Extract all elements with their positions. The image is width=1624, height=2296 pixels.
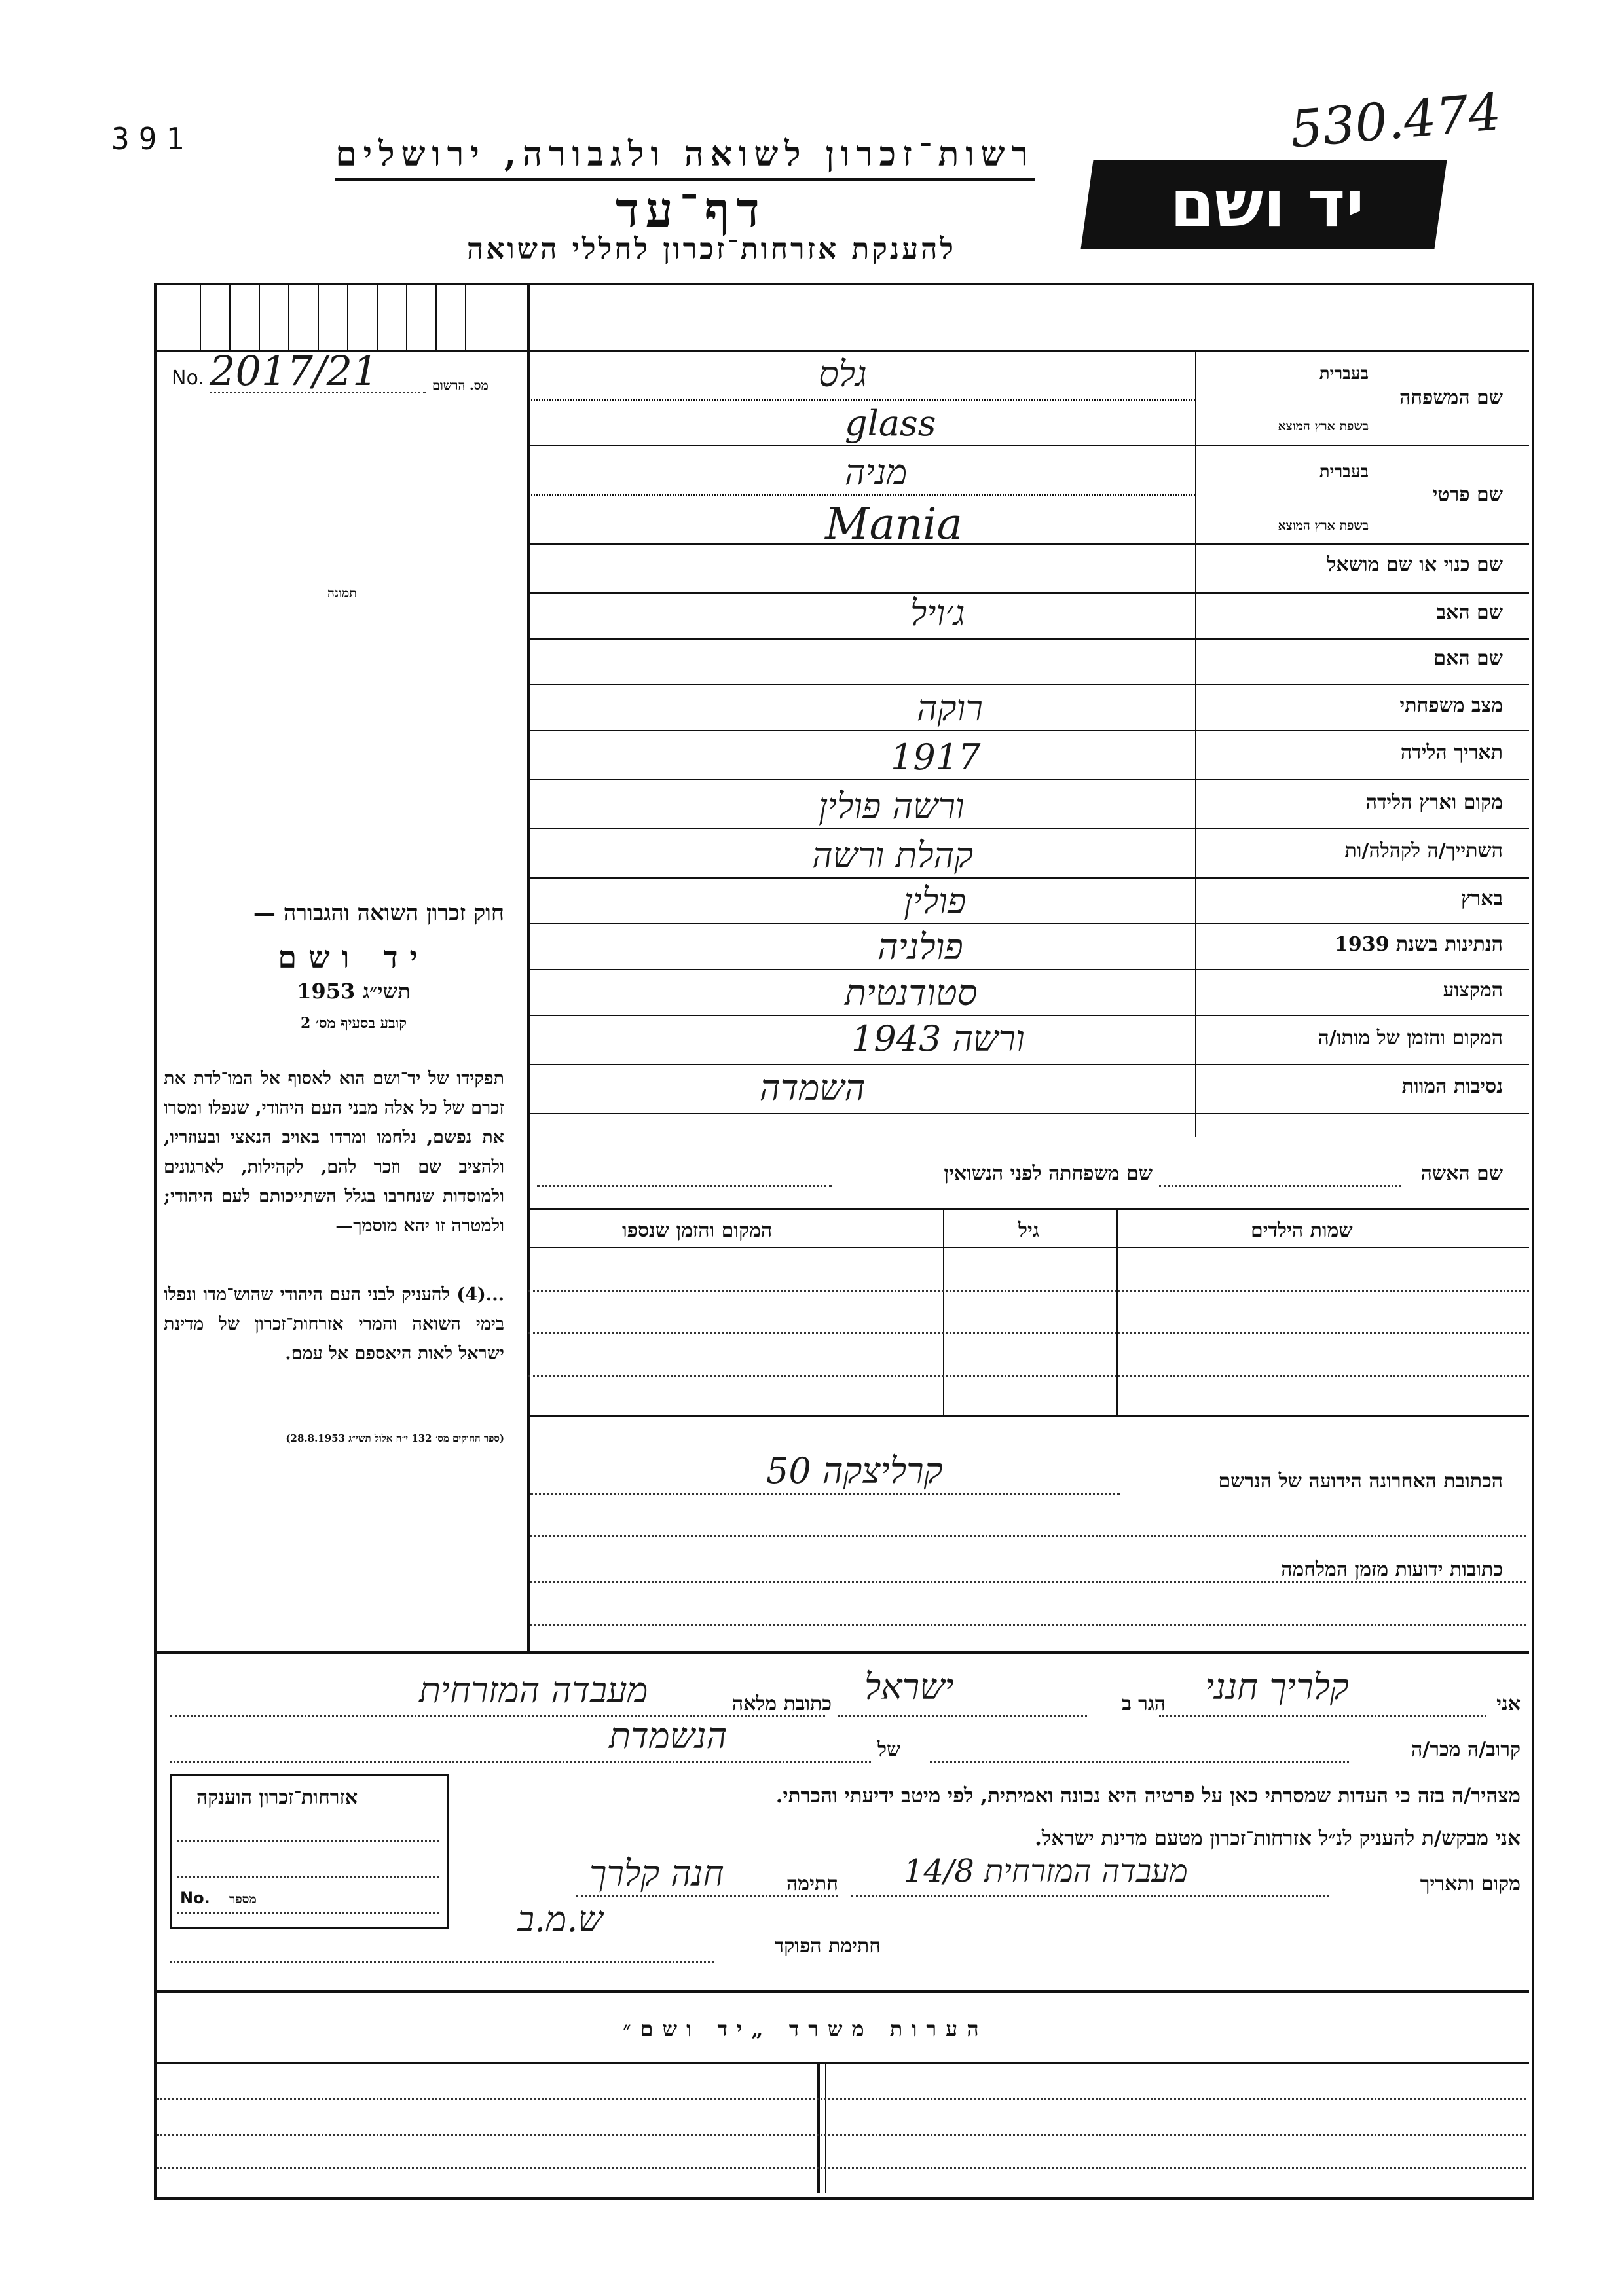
tick: [377, 284, 378, 350]
last-address-label: הכתובת האחרונה הידועה של הנרשם: [1218, 1470, 1503, 1493]
row-half-line: [528, 399, 1195, 401]
first-name-latin-value: Mania: [825, 499, 963, 549]
signature-dots: [576, 1895, 838, 1897]
row-line: [528, 1113, 1529, 1114]
office-notes-dots: [157, 2134, 1526, 2136]
nationality-value: פולניה: [877, 926, 963, 968]
family-name-label: שם המשפחה: [1399, 386, 1503, 409]
law-text-1: תפקידו של יד־ושם הוא לאסוף אל המו־לדת את זכרם של כל אלה מבני העם היהודי, שנפלו ומסרו את נפשם, נלחמו ומרדו באויב הנאצי ובעוזריו, ולהציב שם וזכר להם, לקהילות, לארגונים ולמוסדות שנחרבו בגלל השתייכותם לעם היהודי; ולמטרה זו יהא מוסמך—: [164, 1068, 504, 1236]
form-title: דף־עד: [616, 182, 766, 238]
row-line: [528, 1015, 1529, 1016]
law-section: קובע בסעיף מס׳ 2: [300, 1015, 407, 1032]
declaration-statement-2: אני מבקש/ת להעניק לנ״ל אזרחות־זכרון מטעם מדינת ישראל.: [1035, 1827, 1521, 1850]
profession-value: סטודנטית: [845, 972, 978, 1013]
law-year: תשי״ג 1953: [297, 979, 411, 1004]
children-header-line: [528, 1247, 1529, 1248]
tick: [465, 284, 466, 350]
form-subtitle: להענקת אזרחות־זכרון לחללי השואה: [466, 232, 956, 266]
children-col-line: [943, 1209, 944, 1415]
spouse-bottom-line: [528, 1208, 1529, 1210]
profession-label: המקצוע: [1443, 979, 1503, 1002]
relation-dots: [930, 1761, 1349, 1763]
nationality-label: הנתינות בשנת 1939: [1334, 933, 1503, 956]
law-text-2: ...(4) להעניק לבני העם היהודי שהוש־מדו ונפלו בימי השואה והמרי אזרחות־זכרון של מדינת ישראל לאות היאספם אל עמם.: [164, 1285, 504, 1364]
death-place-value: ורשה 1943: [851, 1018, 1025, 1059]
label-column-divider: [1195, 352, 1196, 1137]
tick: [229, 284, 231, 350]
children-names-header: שמות הילדים: [1251, 1219, 1353, 1242]
family-name-origin-label: בשפת ארץ המוצא: [1278, 419, 1369, 433]
nickname-label: שם כנוי או שם מושאל: [1327, 553, 1503, 576]
marital-status-label: מצב משפחתי: [1399, 694, 1503, 717]
citizenship-dots: [177, 1840, 439, 1842]
office-notes-dots: [157, 2167, 1526, 2169]
father-name-label: שם האב: [1436, 601, 1503, 624]
office-notes-divider: [825, 2062, 826, 2193]
children-row-dots: [528, 1375, 1529, 1377]
last-address-dots: [530, 1493, 1120, 1495]
section-divider: [155, 1651, 1529, 1654]
row-line: [528, 543, 1529, 545]
community-value: קהלת ורשה: [812, 835, 974, 876]
citizenship-number-label: מספר: [229, 1892, 257, 1906]
row-half-line: [528, 494, 1195, 496]
office-notes-top-line: [155, 1990, 1529, 1993]
last-address-value: קרליצקה 50: [766, 1450, 943, 1491]
place-date-label: מקום ותאריך: [1420, 1872, 1521, 1895]
row-line: [528, 592, 1529, 594]
row-line: [528, 638, 1529, 640]
place-date-dots: [851, 1895, 1329, 1897]
spouse-label: שם האשה: [1420, 1162, 1503, 1185]
officer-signature-value: ש.מ.ב: [517, 1899, 603, 1940]
registration-number: 2017/21: [210, 347, 378, 395]
row-line: [528, 779, 1529, 780]
address-dots: [530, 1624, 1526, 1626]
citizenship-no-label: No.: [180, 1889, 210, 1907]
children-age-header: גיל: [1018, 1219, 1039, 1242]
office-notes-dots: [157, 2098, 1526, 2100]
spouse-dots: [1159, 1185, 1401, 1187]
law-name: יד ושם: [278, 939, 430, 975]
full-address-value: מעבדה המזרחית: [419, 1669, 648, 1711]
photo-label: תמונה: [327, 586, 357, 600]
relation-of-dots: [170, 1761, 871, 1763]
family-name-hebrew-label: בעברית: [1319, 364, 1369, 384]
address-dots: [530, 1581, 1526, 1583]
signature-label: חתימה: [786, 1872, 838, 1895]
tick: [288, 284, 289, 350]
declaration-statement-1: מצהיר/ה בזה כי העדות שמסרתי כאן על פרטיה היא נכונה ואמיתית, לפי מיטב ידיעתי והכרתי.: [775, 1784, 1521, 1808]
family-name-latin-value: glass: [845, 403, 936, 444]
country-value: פולין: [904, 881, 967, 922]
row-line: [528, 730, 1529, 731]
children-row-dots: [528, 1290, 1529, 1292]
office-notes-divider: [817, 2062, 820, 2193]
tick: [318, 284, 319, 350]
children-row-dots: [528, 1332, 1529, 1334]
birth-date-label: תאריך הלידה: [1400, 741, 1503, 764]
row-line: [528, 969, 1529, 970]
officer-signature-label: חתימת הפוקד: [774, 1935, 881, 1958]
death-circumstances-value: השמדה: [760, 1067, 866, 1108]
birth-place-label: מקום וארץ הלידה: [1365, 791, 1503, 814]
officer-signature-dots: [170, 1961, 714, 1963]
declarant-ani-label: אני: [1496, 1692, 1521, 1715]
full-address-label: כתובת מלאה: [731, 1692, 832, 1715]
row-line: [528, 923, 1529, 924]
first-name-label: שם פרטי: [1432, 483, 1503, 506]
relation-of-label: של: [877, 1738, 901, 1761]
authority-name: רשות־זכרון לשואה ולגבורה, ירושלים: [335, 134, 1035, 181]
tick: [347, 284, 348, 350]
law-citation: (ספר החוקים מס׳ 132 י״ח אלול תשי״ג 28.8.1953): [286, 1432, 504, 1444]
mother-name-label: שם האם: [1433, 647, 1503, 670]
resides-label: הגר ב: [1122, 1692, 1166, 1715]
law-title: חוק זכרון השואה והגבורה —: [253, 900, 504, 926]
row-line: [528, 445, 1529, 446]
row-line: [528, 684, 1529, 685]
page-number: 391: [111, 121, 194, 156]
death-circumstances-label: נסיבות המוות: [1401, 1075, 1503, 1098]
relation-value: הנשמדת: [609, 1715, 728, 1757]
row-line: [528, 828, 1529, 829]
declarant-name-dots: [1159, 1715, 1486, 1717]
first-name-origin-label: בשפת ארץ המוצא: [1278, 519, 1369, 533]
office-notes-label: הערות משרד „יד ושם״: [623, 2016, 988, 2041]
first-name-hebrew-label: בעברית: [1319, 462, 1369, 482]
birth-date-value: 1917: [891, 737, 981, 778]
father-name-value: ג׳ויל: [910, 592, 965, 634]
birth-place-value: ורשה פולין: [819, 786, 965, 827]
relation-label: קרוב/ה מכר/ה: [1411, 1738, 1521, 1761]
office-notes-header-line: [155, 2062, 1529, 2064]
place-date-value: מעבדה המזרחית 14/8: [904, 1853, 1188, 1889]
citizenship-dots: [177, 1876, 439, 1878]
registration-label: מס. הרשום: [432, 378, 489, 393]
children-bottom-line: [528, 1415, 1529, 1417]
community-label: השתייך/ה לקהלה/ות: [1344, 839, 1503, 862]
address-dots: [530, 1535, 1526, 1537]
spouse-maiden-dots: [537, 1185, 832, 1187]
tick: [406, 284, 407, 350]
citizenship-dots: [177, 1912, 439, 1914]
signature-value: חנה קלרך: [589, 1853, 724, 1894]
row-line: [528, 1064, 1529, 1065]
wartime-address-label: כתובות ידועות מזמן המלחמה: [1281, 1558, 1503, 1581]
children-place-header: המקום והזמן שנספו: [622, 1219, 773, 1242]
declarant-name-value: קלריך חנני: [1205, 1666, 1349, 1707]
left-column-divider: [527, 284, 530, 1652]
citizenship-granted-title: אזרחות־זכרון הוענקה: [196, 1786, 358, 1809]
resides-dots: [838, 1715, 1087, 1717]
first-name-hebrew-value: מניה: [845, 452, 908, 493]
children-col-line: [1116, 1209, 1118, 1415]
tick: [259, 284, 260, 350]
resides-city-value: ישראל: [864, 1666, 954, 1707]
marital-status-value: רוקה: [917, 687, 983, 729]
tick: [435, 284, 437, 350]
tick: [200, 284, 201, 350]
registration-no-label: No.: [172, 367, 204, 390]
folio-number: 530.474: [1287, 82, 1504, 160]
country-label: בארץ: [1460, 887, 1503, 910]
spouse-maiden-label: שם משפחתה לפני הנשואין: [944, 1162, 1153, 1185]
row-line: [528, 877, 1529, 879]
registration-dots: [210, 392, 426, 393]
death-place-label: המקום והזמן של מותו/ה: [1318, 1027, 1503, 1049]
logo-text: יד ושם: [1170, 167, 1365, 242]
family-name-hebrew-value: גלס: [819, 354, 867, 395]
